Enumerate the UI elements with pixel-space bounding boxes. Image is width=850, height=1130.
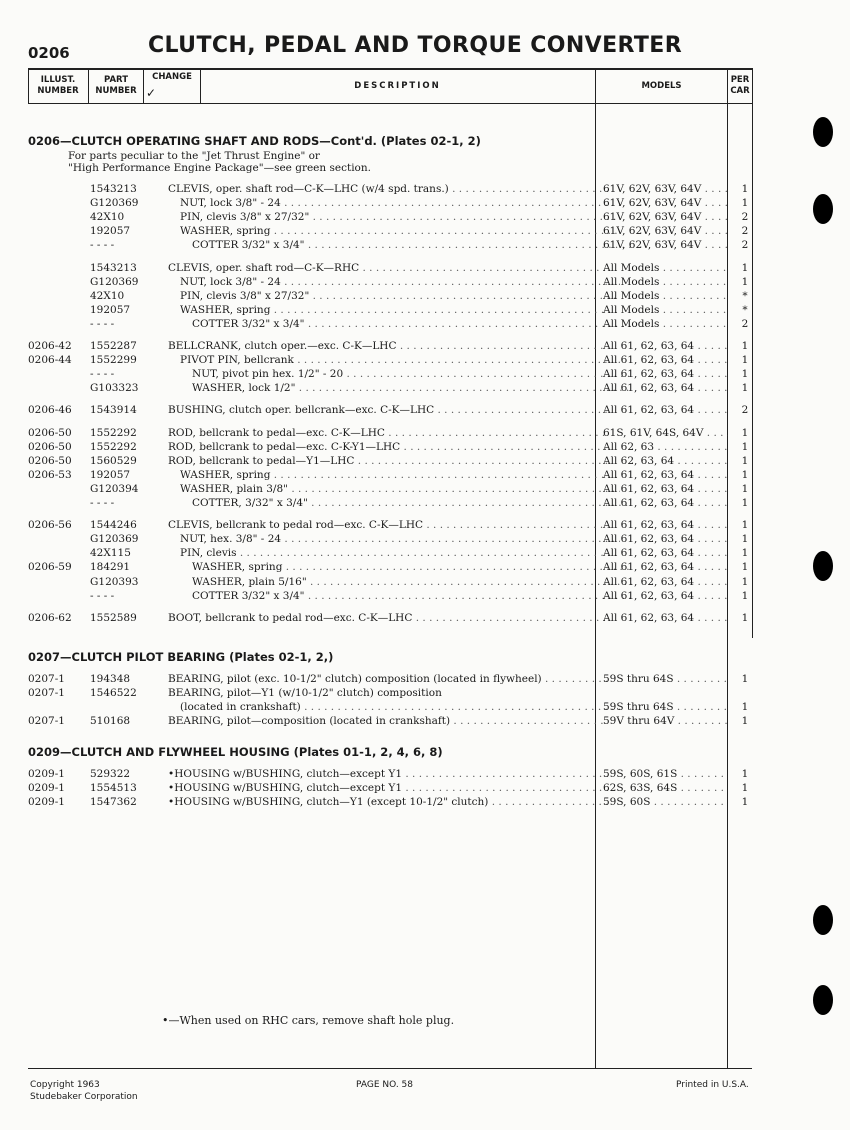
part-description: WASHER, plain 5/16" . . . (168, 575, 632, 589)
models: All 61, 62, 63, 64 . . . (603, 518, 728, 532)
per-car: 2 (741, 225, 749, 237)
per-car: 1 (741, 455, 749, 467)
illust-number: 0206-42 (28, 340, 72, 352)
part-description: COTTER, 3/32" x 3/4" . . . (168, 496, 632, 510)
table-row (28, 454, 758, 468)
copyright (30, 1079, 138, 1103)
part-number: 192057 (90, 304, 131, 316)
models: All 61, 62, 63, 64 . . . (603, 589, 728, 603)
models: 59S thru 64S . . . (603, 700, 728, 714)
part-description: COTTER 3/32" x 3/4" . . . (168, 238, 632, 252)
per-car: 1 (741, 612, 749, 624)
models: All 61, 62, 63, 64 . . . (603, 560, 728, 574)
part-description: WASHER, spring . . . (168, 224, 620, 238)
checkmark-icon: ✓ (146, 86, 157, 100)
part-number: G120369 (90, 276, 139, 288)
part-description: BEARING, pilot—composition (located in crankshaft) . . . (168, 714, 608, 728)
table-row (28, 700, 758, 714)
part-description: NUT, lock 3/8" - 24 . . . (168, 196, 620, 210)
illust-number: 0206-53 (28, 469, 72, 481)
models: All Models . . . (603, 261, 728, 275)
per-car: 1 (741, 441, 749, 453)
models: 62S, 63S, 64S . . . (603, 781, 728, 795)
part-number: 42X115 (90, 547, 131, 559)
table-row (28, 560, 758, 574)
part-description: NUT, lock 3/8" - 24 . . . (168, 275, 620, 289)
part-number: 1546522 (90, 687, 137, 699)
part-number: 1543213 (90, 262, 137, 274)
models: All 61, 62, 63, 64 . . . (603, 403, 728, 417)
per-car: 1 (741, 197, 749, 209)
models: 61V, 62V, 63V, 64V . . . (603, 238, 728, 252)
part-number: 529322 (90, 768, 131, 780)
part-description: •HOUSING w/BUSHING, clutch—Y1 (except 10-1/2" clutch) . . . (168, 795, 608, 809)
part-description: BUSHING, clutch oper. bellcrank—exc. C-K—LHC . . . (168, 403, 608, 417)
per-car: 1 (741, 469, 749, 481)
part-number: - - - - (90, 318, 115, 330)
part-number: 1543914 (90, 404, 137, 416)
models: 61V, 62V, 63V, 64V . . . (603, 210, 728, 224)
models: All 61, 62, 63, 64 . . . (603, 367, 728, 381)
per-car: 1 (741, 276, 749, 288)
part-number: 1552299 (90, 354, 137, 366)
table-row (28, 182, 758, 196)
part-description: CLEVIS, bellcrank to pedal rod—exc. C-K—LHC . . . (168, 518, 608, 532)
table-row (28, 261, 758, 275)
per-car: * (742, 290, 748, 302)
models: 59S thru 64S . . . (603, 672, 728, 686)
table-row (28, 303, 758, 317)
models: All 61, 62, 63, 64 . . . (603, 532, 728, 546)
per-car: 1 (741, 673, 749, 685)
copyright-line-1: Copyright 1963 (30, 1080, 100, 1090)
table-row (28, 210, 758, 224)
table-row (28, 440, 758, 454)
part-number: 1547362 (90, 796, 137, 808)
per-car: 1 (741, 547, 749, 559)
per-car: 1 (741, 701, 749, 713)
models: All 61, 62, 63, 64 . . . (603, 546, 728, 560)
models: All 61, 62, 63, 64 . . . (603, 468, 728, 482)
page-title: CLUTCH, PEDAL AND TORQUE CONVERTER (148, 33, 683, 58)
table-row (28, 686, 758, 700)
part-description: WASHER, spring . . . (168, 303, 620, 317)
part-number: 42X10 (90, 290, 125, 302)
part-number: 184291 (90, 561, 131, 573)
table-row (28, 289, 758, 303)
col-header-illust: ILLUST. NUMBER (37, 75, 79, 96)
models: 59S, 60S, 61S . . . (603, 767, 728, 781)
col-header-description: DESCRIPTION (354, 81, 441, 91)
models: All 61, 62, 63, 64 . . . (603, 353, 728, 367)
models: All Models . . . (603, 303, 728, 317)
part-number: 1552589 (90, 612, 137, 624)
per-car: 1 (741, 340, 749, 352)
per-car: 1 (741, 796, 749, 808)
part-number: 1543213 (90, 183, 137, 195)
table-row (28, 403, 758, 417)
part-number: 194348 (90, 673, 131, 685)
per-car: 1 (741, 519, 749, 531)
table-row (28, 468, 758, 482)
section-note: For parts peculiar to the "Jet Thrust Engine" or (68, 150, 320, 162)
part-description: •HOUSING w/BUSHING, clutch—except Y1 . . . (168, 767, 608, 781)
table-row (28, 518, 758, 532)
part-number: G120394 (90, 483, 139, 495)
part-number: 1552292 (90, 427, 137, 439)
per-car: 2 (741, 404, 749, 416)
illust-number: 0207-1 (28, 673, 65, 685)
page-no: PAGE NO. 58 (356, 1080, 413, 1090)
table-row (28, 575, 758, 589)
table-row (28, 196, 758, 210)
table-row (28, 672, 758, 686)
part-number: 1552292 (90, 441, 137, 453)
models: All Models . . . (603, 317, 728, 331)
models: All Models . . . (603, 289, 728, 303)
models: All 62, 63 . . . (603, 440, 728, 454)
illust-number: 0206-44 (28, 354, 72, 366)
part-description: •HOUSING w/BUSHING, clutch—except Y1 . . . (168, 781, 608, 795)
models: 59S, 60S . . . (603, 795, 728, 809)
per-car: 1 (741, 427, 749, 439)
illust-number: 0206-50 (28, 427, 72, 439)
table-top-rule (28, 68, 752, 70)
part-description: BELLCRANK, clutch oper.—exc. C-K—LHC . . . (168, 339, 608, 353)
part-description: PIVOT PIN, bellcrank . . . (168, 353, 620, 367)
table-row (28, 532, 758, 546)
per-car: 1 (741, 382, 749, 394)
binder-hole-icon (813, 985, 833, 1015)
page-number: 0206 (28, 44, 70, 62)
part-description: BOOT, bellcrank to pedal rod—exc. C-K—LHC . . . (168, 611, 608, 625)
per-car: 2 (741, 318, 749, 330)
illust-number: 0207-1 (28, 715, 65, 727)
part-number: 192057 (90, 225, 131, 237)
per-car: 1 (741, 768, 749, 780)
part-description: PIN, clevis 3/8" x 27/32" . . . (168, 289, 620, 303)
illust-number: 0207-1 (28, 687, 65, 699)
table-row (28, 224, 758, 238)
per-car: 1 (741, 576, 749, 588)
models: 61V, 62V, 63V, 64V . . . (603, 196, 728, 210)
per-car: 1 (741, 483, 749, 495)
table-row (28, 238, 758, 252)
part-description: CLEVIS, oper. shaft rod—C-K—LHC (w/4 spd. trans.) . . . (168, 182, 608, 196)
part-description: BEARING, pilot (exc. 10-1/2" clutch) composition (located in flywheel) . . . (168, 672, 608, 686)
part-description: ROD, bellcrank to pedal—exc. C-K—LHC . . . (168, 426, 608, 440)
section-title: 0209—CLUTCH AND FLYWHEEL HOUSING (Plates 01-1, 2, 4, 6, 8) (28, 745, 443, 759)
illust-number: 0206-59 (28, 561, 72, 573)
part-description: PIN, clevis . . . (168, 546, 620, 560)
table-row (28, 482, 758, 496)
per-car: 1 (741, 533, 749, 545)
part-description: WASHER, spring . . . (168, 560, 632, 574)
table-row (28, 714, 758, 728)
part-description: ROD, bellcrank to pedal—exc. C-K-Y1—LHC . . . (168, 440, 608, 454)
part-number: 510168 (90, 715, 131, 727)
part-number: - - - - (90, 590, 115, 602)
table-row (28, 353, 758, 367)
copyright-line-2: Studebaker Corporation (30, 1092, 138, 1102)
part-number: G120369 (90, 197, 139, 209)
part-description: PIN, clevis 3/8" x 27/32" . . . (168, 210, 620, 224)
per-car: 1 (741, 590, 749, 602)
models: All Models . . . (603, 275, 728, 289)
part-description: WASHER, spring . . . (168, 468, 620, 482)
models: All 62, 63, 64 . . . (603, 454, 728, 468)
part-number: 1560529 (90, 455, 137, 467)
part-number: G120369 (90, 533, 139, 545)
section-title: 0207—CLUTCH PILOT BEARING (Plates 02-1, 2,) (28, 650, 334, 664)
col-header-change: CHANGE (152, 72, 192, 82)
models: 61V, 62V, 63V, 64V . . . (603, 224, 728, 238)
col-header-part: PART NUMBER (95, 75, 137, 96)
part-description: WASHER, lock 1/2" . . . (168, 381, 632, 395)
table-row (28, 781, 758, 795)
models: 61V, 62V, 63V, 64V . . . (603, 182, 728, 196)
illust-number: 0206-56 (28, 519, 72, 531)
per-car: 1 (741, 262, 749, 274)
part-number: - - - - (90, 239, 115, 251)
table-row (28, 795, 758, 809)
binder-hole-icon (813, 117, 833, 147)
part-number: 42X10 (90, 211, 125, 223)
part-description: ROD, bellcrank to pedal—Y1—LHC . . . (168, 454, 608, 468)
illust-number: 0206-50 (28, 455, 72, 467)
per-car: 2 (741, 239, 749, 251)
part-description: WASHER, plain 3/8" . . . (168, 482, 620, 496)
binder-hole-icon (813, 551, 833, 581)
part-number: 1544246 (90, 519, 137, 531)
models: All 61, 62, 63, 64 . . . (603, 482, 728, 496)
col-header-models: MODELS (641, 81, 682, 91)
section-title: 0206—CLUTCH OPERATING SHAFT AND RODS—Cont'd. (Plates 02-1, 2) (28, 134, 481, 148)
per-car: 1 (741, 368, 749, 380)
illust-number: 0209-1 (28, 768, 65, 780)
table-row (28, 426, 758, 440)
illust-number: 0206-50 (28, 441, 72, 453)
part-number: G120393 (90, 576, 139, 588)
illust-number: 0209-1 (28, 796, 65, 808)
part-number: 192057 (90, 469, 131, 481)
models: All 61, 62, 63, 64 . . . (603, 611, 728, 625)
models: All 61, 62, 63, 64 . . . (603, 339, 728, 353)
illust-number: 0209-1 (28, 782, 65, 794)
table-row (28, 767, 758, 781)
section-note: "High Performance Engine Package"—see green section. (68, 162, 371, 174)
models: 59V thru 64V . . . (603, 714, 728, 728)
header-bottom-rule (28, 103, 752, 104)
part-number: 1554513 (90, 782, 137, 794)
part-description: (located in crankshaft) . . . (168, 700, 620, 714)
table-row (28, 546, 758, 560)
table-row (28, 381, 758, 395)
per-car: 1 (741, 561, 749, 573)
part-description: CLEVIS, oper. shaft rod—C-K—RHC . . . (168, 261, 608, 275)
binder-hole-icon (813, 905, 833, 935)
table-row (28, 611, 758, 625)
table-row (28, 589, 758, 603)
models: All 61, 62, 63, 64 . . . (603, 575, 728, 589)
table-bottom-rule (28, 1068, 752, 1069)
per-car: 1 (741, 354, 749, 366)
per-car: * (742, 304, 748, 316)
footnote: •—When used on RHC cars, remove shaft hole plug. (162, 1014, 455, 1027)
table-row (28, 275, 758, 289)
binder-hole-icon (813, 194, 833, 224)
per-car: 2 (741, 211, 749, 223)
part-number: G103323 (90, 382, 139, 394)
per-car: 1 (741, 497, 749, 509)
table-row (28, 317, 758, 331)
table-row (28, 496, 758, 510)
illust-number: 0206-46 (28, 404, 72, 416)
part-number: - - - - (90, 368, 115, 380)
illust-number: 0206-62 (28, 612, 72, 624)
part-description: BEARING, pilot—Y1 (w/10-1/2" clutch) composition (168, 687, 442, 699)
printed-in: Printed in U.S.A. (676, 1080, 749, 1090)
models: All 61, 62, 63, 64 . . . (603, 496, 728, 510)
table-row (28, 339, 758, 353)
per-car: 1 (741, 782, 749, 794)
models: All 61, 62, 63, 64 . . . (603, 381, 728, 395)
part-number: 1552287 (90, 340, 137, 352)
part-description: COTTER 3/32" x 3/4" . . . (168, 317, 632, 331)
part-number: - - - - (90, 497, 115, 509)
per-car: 1 (741, 183, 749, 195)
models: 61S, 61V, 64S, 64V . . . (603, 426, 728, 440)
col-header-per-car: PER CAR (730, 75, 750, 96)
part-description: NUT, hex. 3/8" - 24 . . . (168, 532, 620, 546)
table-row (28, 367, 758, 381)
per-car: 1 (741, 715, 749, 727)
part-description: NUT, pivot pin hex. 1/2" - 20 . . . (168, 367, 632, 381)
part-description: COTTER 3/32" x 3/4" . . . (168, 589, 632, 603)
